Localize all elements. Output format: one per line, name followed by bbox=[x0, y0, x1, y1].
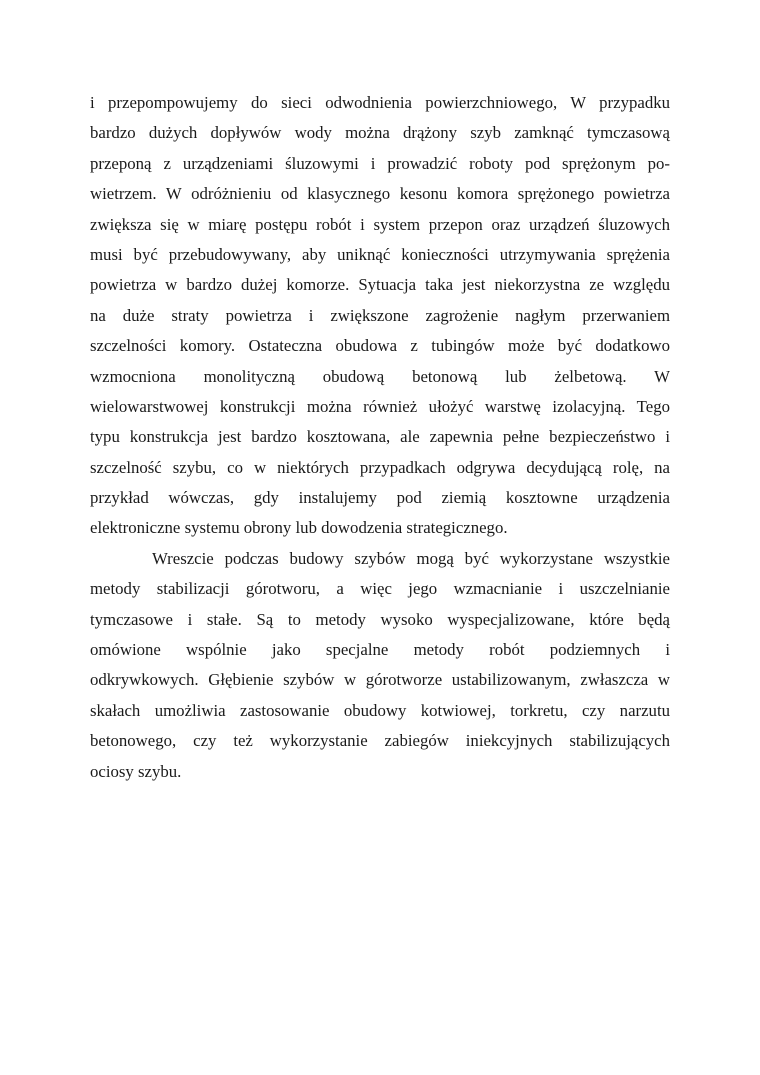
text-line: wietrzem. W odróżnieniu od klasycznego kesonu komora sprężonego powietrza bbox=[90, 184, 670, 204]
text-line: zwiększa się w miarę postępu robót i system przepon oraz urządzeń śluzowych bbox=[90, 214, 670, 234]
text-line: powietrza w bardzo dużej komorze. Sytuacja taka jest niekorzystna ze względu bbox=[90, 275, 670, 295]
text-line: na duże straty powietrza i zwiększone zagrożenie nagłym przerwaniem bbox=[90, 305, 670, 325]
text-line: wzmocniona monolityczną obudową betonową lub żelbetową. W bbox=[90, 366, 670, 386]
paragraph-2 bbox=[90, 544, 670, 787]
text-line: Wreszcie podczas budowy szybów mogą być wykorzystane wszystkie bbox=[152, 548, 670, 568]
text-line: metody stabilizacji górotworu, a więc jego wzmacnianie i uszczelnianie bbox=[90, 579, 670, 599]
text-line: typu konstrukcja jest bardzo kosztowana, ale zapewnia pełne bezpieczeństwo i bbox=[90, 427, 670, 447]
body-text bbox=[90, 88, 670, 787]
text-line: bardzo dużych dopływów wody można drążony szyb zamknąć tymczasową bbox=[90, 123, 670, 143]
text-line: tymczasowe i stałe. Są to metody wysoko wyspecjalizowane, które będą bbox=[90, 609, 670, 629]
text-line: musi być przebudowywany, aby uniknąć konieczności utrzymywania sprężenia bbox=[90, 244, 670, 264]
text-line: odkrywkowych. Głębienie szybów w górotworze ustabilizowanym, zwłaszcza w bbox=[90, 670, 670, 690]
text-line: i przepompowujemy do sieci odwodnienia powierzchniowego, W przypadku bbox=[90, 93, 670, 112]
text-line: elektroniczne systemu obrony lub dowodzenia strategicznego. bbox=[90, 518, 508, 538]
text-line: skałach umożliwia zastosowanie obudowy kotwiowej, torkretu, czy narzutu bbox=[90, 700, 670, 720]
text-line: przeponą z urządzeniami śluzowymi i prowadzić roboty pod sprężonym po- bbox=[90, 153, 670, 173]
text-line: przykład wówczas, gdy instalujemy pod ziemią kosztowne urządzenia bbox=[90, 488, 670, 508]
text-line: szczelność szybu, co w niektórych przypadkach odgrywa decydującą rolę, na bbox=[90, 457, 670, 477]
text-line: omówione wspólnie jako specjalne metody robót podziemnych i bbox=[90, 640, 670, 660]
text-line: betonowego, czy też wykorzystanie zabiegów iniekcyjnych stabilizujących bbox=[90, 731, 670, 751]
text-line: wielowarstwowej konstrukcji można również ułożyć warstwę izolacyjną. Tego bbox=[90, 396, 670, 416]
text-line: ociosy szybu. bbox=[90, 761, 182, 781]
text-line: szczelności komory. Ostateczna obudowa z tubingów może być dodatkowo bbox=[90, 336, 670, 356]
paragraph-1 bbox=[90, 88, 670, 544]
